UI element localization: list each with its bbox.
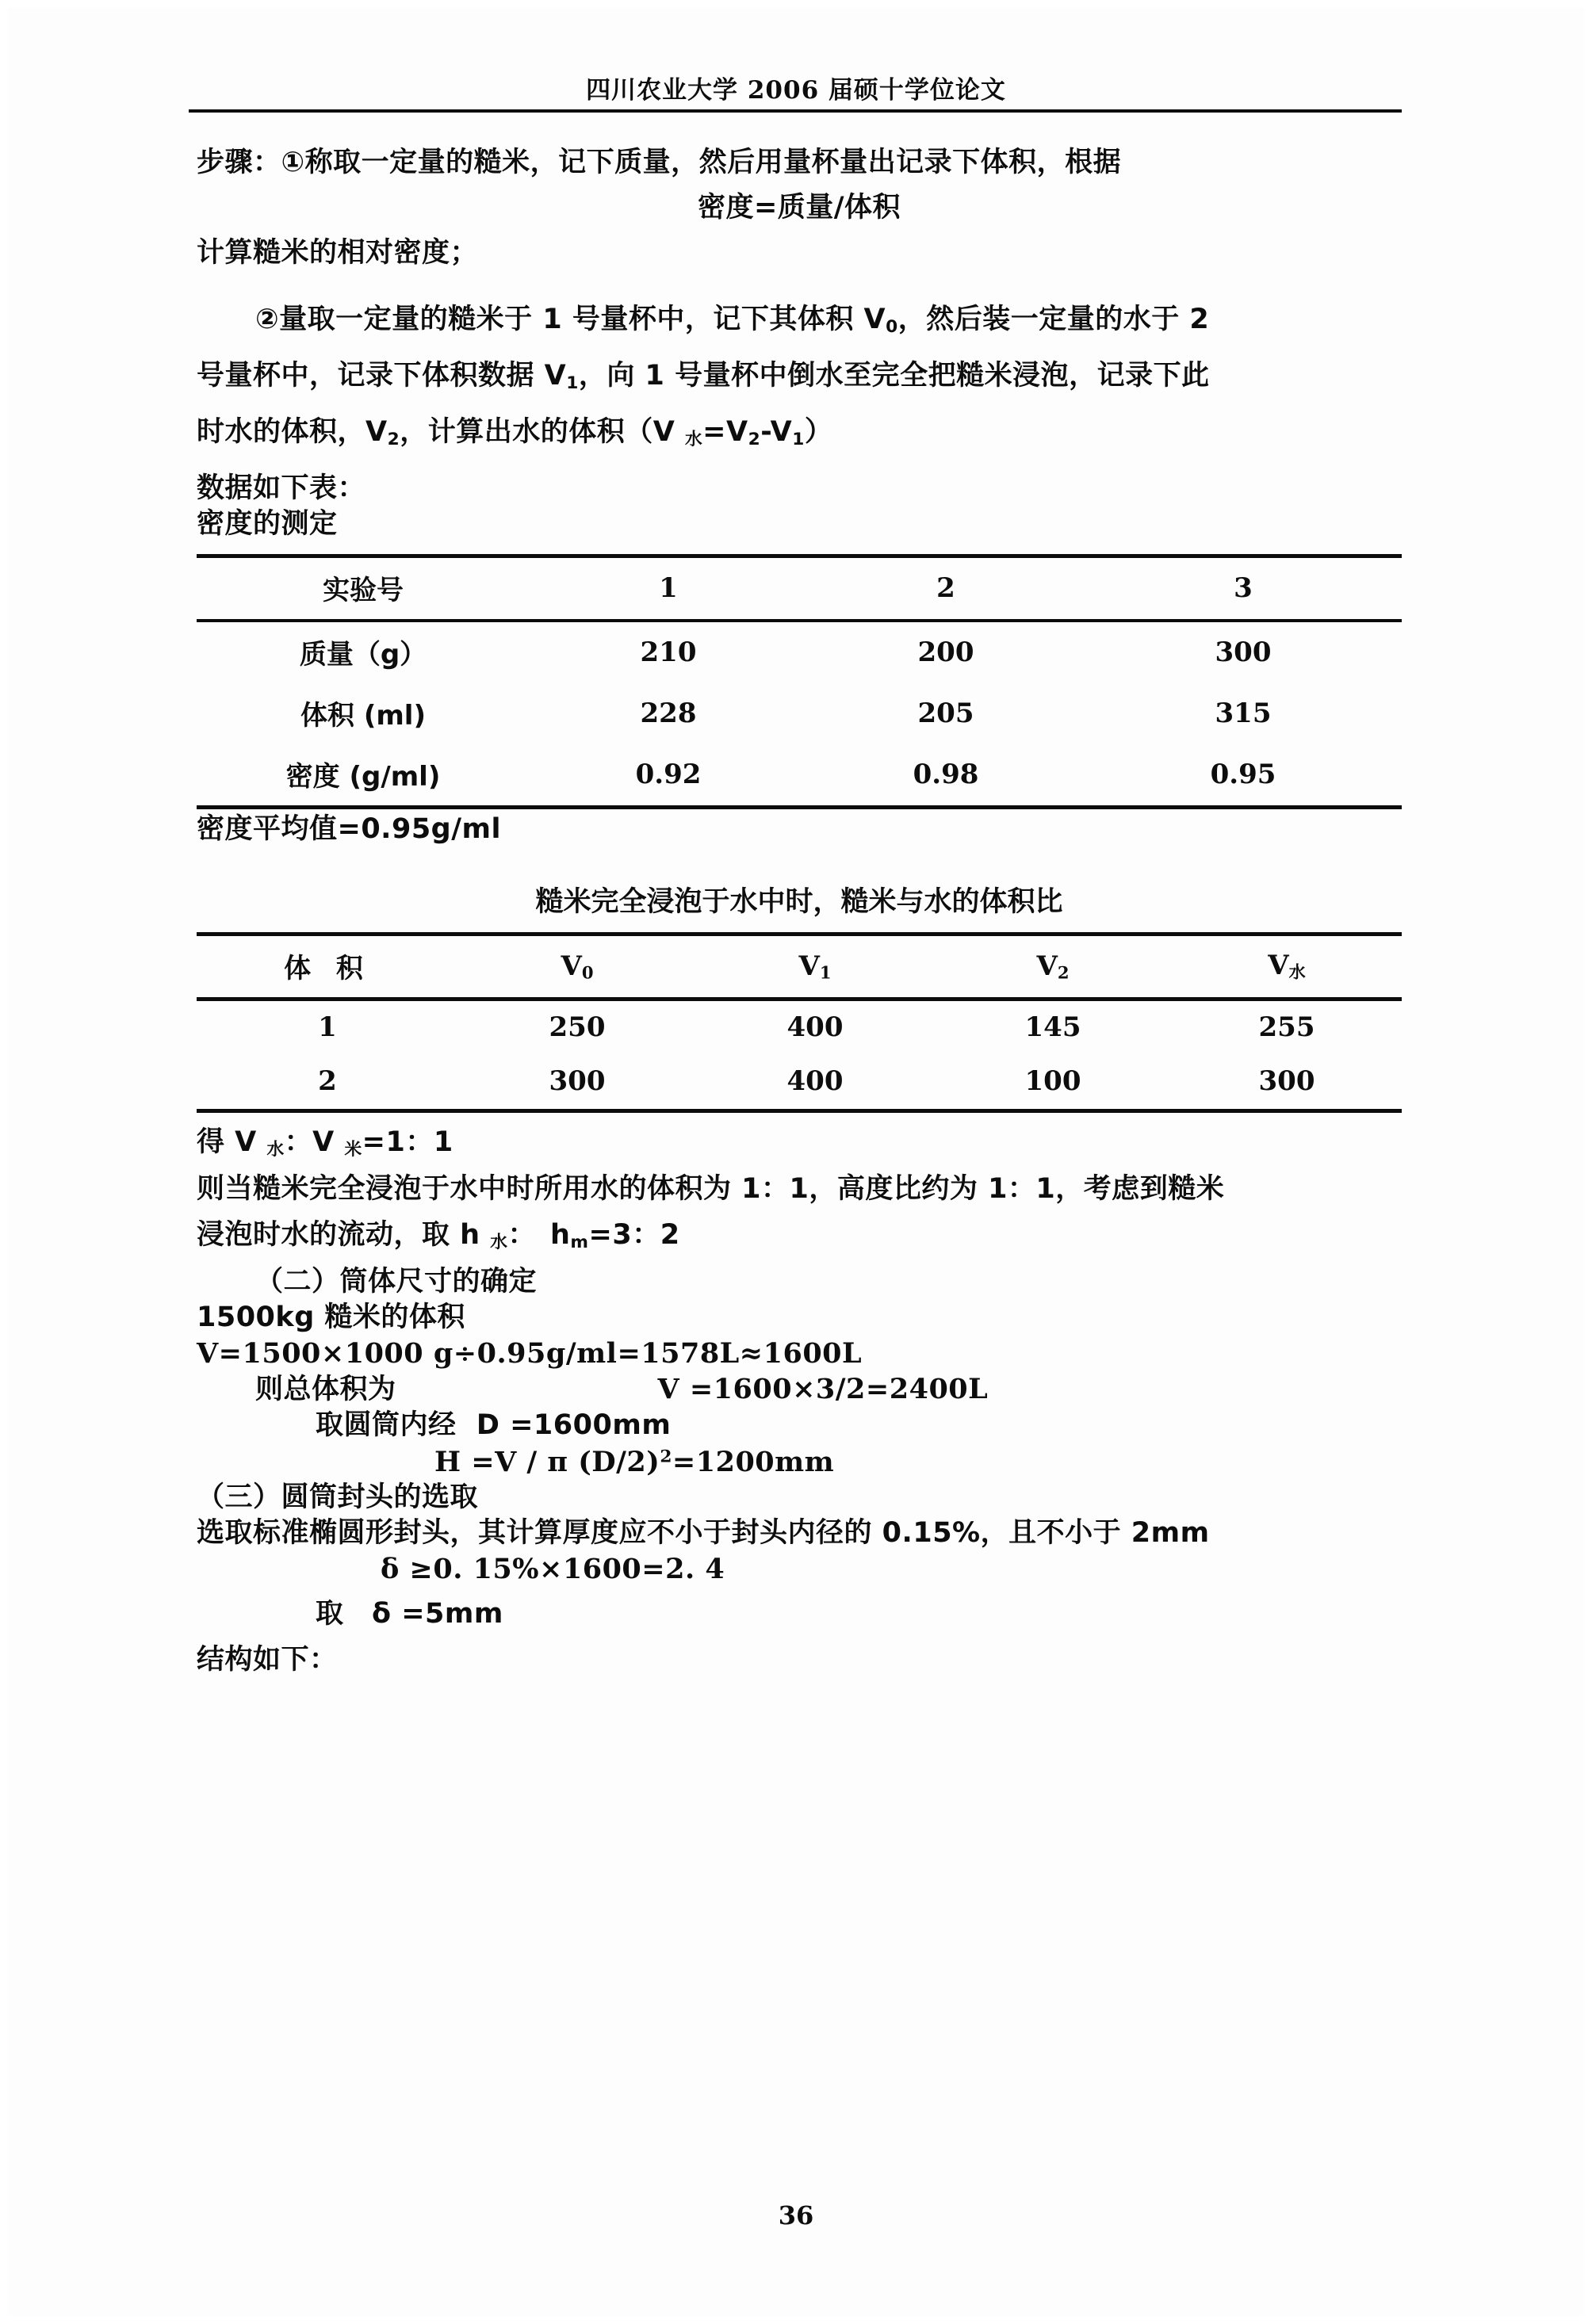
text-diameter: 取圆筒内经 D =1600mm xyxy=(316,1409,672,1442)
height-ratio-a: 浸泡时水的流动，取 h xyxy=(197,1218,491,1251)
volume-row-0-label: 1 xyxy=(318,1011,337,1044)
height-line-c: =1200mm xyxy=(672,1445,835,1478)
text-delta-take: 取 δ =5mm xyxy=(316,1598,503,1630)
table-row xyxy=(197,744,1402,808)
total-volume-value: V =1600×3/2=2400L xyxy=(657,1373,989,1406)
density-row-0-label: 质量（g） xyxy=(299,639,427,671)
heading-section-two: （二）筒体尺寸的确定 xyxy=(255,1265,538,1298)
density-table-wrapper xyxy=(197,554,1402,809)
table-row xyxy=(197,683,1402,744)
height-ratio-sub1: 水 xyxy=(490,1232,508,1252)
density-row-2-value-2: 0.95 xyxy=(1210,758,1276,790)
volume-header-2 xyxy=(696,935,934,1000)
density-header-1: 1 xyxy=(659,571,678,604)
step2-line2-a: 号量杯中，记录下体积数据 V xyxy=(197,359,567,392)
density-row-0-value-1: 200 xyxy=(917,636,974,668)
volume-header-2-sub: 1 xyxy=(819,962,832,983)
step2-line2-b: ，向 1 号量杯中倒水至完全把糙米浸泡，记录下此 xyxy=(578,359,1210,392)
volume-header-4-base: V xyxy=(1268,949,1289,981)
page-header: 四川农业大学 2006 届硕十学位论文 xyxy=(586,76,1006,105)
table-header-row xyxy=(197,935,1402,1000)
step2-line3-sub2: 水 xyxy=(684,429,703,449)
volume-header-1-sub: 0 xyxy=(581,962,594,983)
table-row xyxy=(197,1000,1402,1056)
height-ratio-c: =3：2 xyxy=(588,1218,680,1251)
height-line-sup: 2 xyxy=(660,1447,672,1467)
paragraph-step2-line3 xyxy=(197,417,1402,449)
volume-row-0-value-3: 255 xyxy=(1258,1011,1315,1044)
volume-header-3-base: V xyxy=(1036,950,1058,982)
density-table-head xyxy=(197,556,1402,621)
document-body xyxy=(197,147,1402,1676)
row-total-volume xyxy=(197,1374,1402,1405)
density-row-2-value-0: 0.92 xyxy=(635,758,702,790)
ratio-result-c: =1：1 xyxy=(362,1126,453,1159)
step2-line3-b: ，计算出水的体积（V xyxy=(400,415,685,448)
volume-row-1-value-3: 300 xyxy=(1258,1065,1315,1098)
step2-line1-tail: ，然后装一定量的水于 2 xyxy=(897,303,1210,335)
density-header-3: 3 xyxy=(1234,571,1253,604)
density-table-body xyxy=(197,621,1402,808)
header-divider xyxy=(189,109,1402,113)
volume-ratio-table-body xyxy=(197,1000,1402,1111)
text-ratio-result xyxy=(197,1127,1402,1160)
table-header-row xyxy=(197,556,1402,621)
formula-volume: V=1500×1000 g÷0.95g/ml=1578L≈1600L xyxy=(197,1337,863,1370)
step2-line3-sub4: 1 xyxy=(792,429,805,449)
step2-line3-c: =V xyxy=(702,415,748,448)
density-row-1-label: 体积 (ml) xyxy=(300,700,426,732)
volume-header-3-sub: 2 xyxy=(1057,962,1070,983)
volume-header-0: 体 积 xyxy=(284,953,371,985)
text-ratio-explain: 则当糙米完全浸泡于水中时所用水的体积为 1：1，高度比约为 1：1，考虑到糙米 xyxy=(197,1173,1225,1206)
formula-height xyxy=(197,1447,1402,1477)
paragraph-step2-line2 xyxy=(197,361,1402,393)
volume-row-0-value-2: 145 xyxy=(1024,1011,1081,1044)
heading-section-three: （三）圆筒封头的选取 xyxy=(197,1481,479,1513)
volume-row-1-value-2: 100 xyxy=(1024,1065,1081,1098)
step2-line3-sub3: 2 xyxy=(748,429,761,449)
text-density-average: 密度平均值=0.95g/ml xyxy=(197,813,501,846)
step2-line2-sub: 1 xyxy=(566,373,579,393)
height-line-b: π (D/2) xyxy=(547,1445,660,1478)
height-line-a: H =V / xyxy=(434,1445,548,1478)
volume-ratio-table xyxy=(197,932,1402,1113)
volume-row-0-value-1: 400 xyxy=(786,1011,844,1044)
density-row-2-label: 密度 (g/ml) xyxy=(285,761,441,793)
formula-delta: δ ≥0. 15%×1600=2. 4 xyxy=(381,1553,725,1586)
volume-header-4 xyxy=(1172,935,1402,1000)
label-density-measure: 密度的测定 xyxy=(197,507,338,540)
volume-header-1-base: V xyxy=(561,950,582,982)
volume-header-3 xyxy=(934,935,1172,1000)
density-table xyxy=(197,554,1402,809)
density-header-0: 实验号 xyxy=(323,575,404,607)
density-row-1-value-2: 315 xyxy=(1215,697,1272,729)
paragraph-calc-relative-density: 计算糙米的相对密度； xyxy=(197,237,479,269)
density-header-2: 2 xyxy=(936,571,955,604)
paragraph-data-table-lead: 数据如下表： xyxy=(197,472,366,504)
volume-row-1-value-1: 400 xyxy=(786,1065,844,1098)
step2-line1-text: ②量取一定量的糙米于 1 号量杯中，记下其体积 V xyxy=(255,303,886,335)
table-row xyxy=(197,621,1402,683)
paragraph-step2-line1 xyxy=(197,304,1402,337)
step2-line1-sub: 0 xyxy=(886,316,898,337)
text-head-selection: 选取标准椭圆形封头，其计算厚度应不小于封头内径的 0.15%，且不小于 2mm xyxy=(197,1516,1210,1549)
step2-line3-e: ） xyxy=(804,415,833,448)
paragraph-step-intro: 步骤：①称取一定量的糙米，记下质量，然后用量杯量出记录下体积，根据 xyxy=(197,147,1122,178)
text-volume-1500kg: 1500kg 糙米的体积 xyxy=(197,1301,465,1333)
step2-line3-sub: 2 xyxy=(387,429,400,449)
height-ratio-sub2: m xyxy=(570,1232,589,1252)
ratio-result-sub1: 水 xyxy=(266,1140,285,1160)
volume-ratio-table-caption: 糙米完全浸泡于水中时，糙米与水的体积比 xyxy=(535,886,1063,919)
formula-density: 密度=质量/体积 xyxy=(697,192,901,224)
volume-row-1-value-0: 300 xyxy=(549,1065,606,1098)
density-row-1-value-1: 205 xyxy=(917,697,974,729)
ratio-result-b: ：V xyxy=(284,1126,345,1159)
density-row-2-value-1: 0.98 xyxy=(913,758,979,790)
volume-ratio-table-head xyxy=(197,935,1402,1000)
volume-header-2-base: V xyxy=(798,950,820,982)
ratio-result-a: 得 V xyxy=(197,1126,267,1159)
text-structure-follows: 结构如下： xyxy=(197,1643,338,1676)
volume-row-0-value-0: 250 xyxy=(549,1011,606,1044)
density-row-0-value-0: 210 xyxy=(640,636,697,668)
volume-header-1 xyxy=(458,935,696,1000)
height-ratio-b: ： h xyxy=(507,1218,571,1251)
step2-line3-d: -V xyxy=(760,415,793,448)
volume-ratio-table-wrapper xyxy=(197,880,1402,1113)
volume-header-4-sub: 水 xyxy=(1288,961,1306,982)
step2-line3-a: 时水的体积，V xyxy=(197,415,388,448)
text-height-ratio xyxy=(197,1220,1402,1252)
density-row-1-value-0: 228 xyxy=(640,697,697,729)
volume-row-1-label: 2 xyxy=(318,1065,337,1098)
ratio-result-sub2: 米 xyxy=(344,1140,362,1160)
total-volume-label: 则总体积为 xyxy=(255,1374,396,1406)
density-row-0-value-2: 300 xyxy=(1215,636,1272,668)
page-number: 36 xyxy=(778,2200,814,2230)
table-row xyxy=(197,1055,1402,1111)
